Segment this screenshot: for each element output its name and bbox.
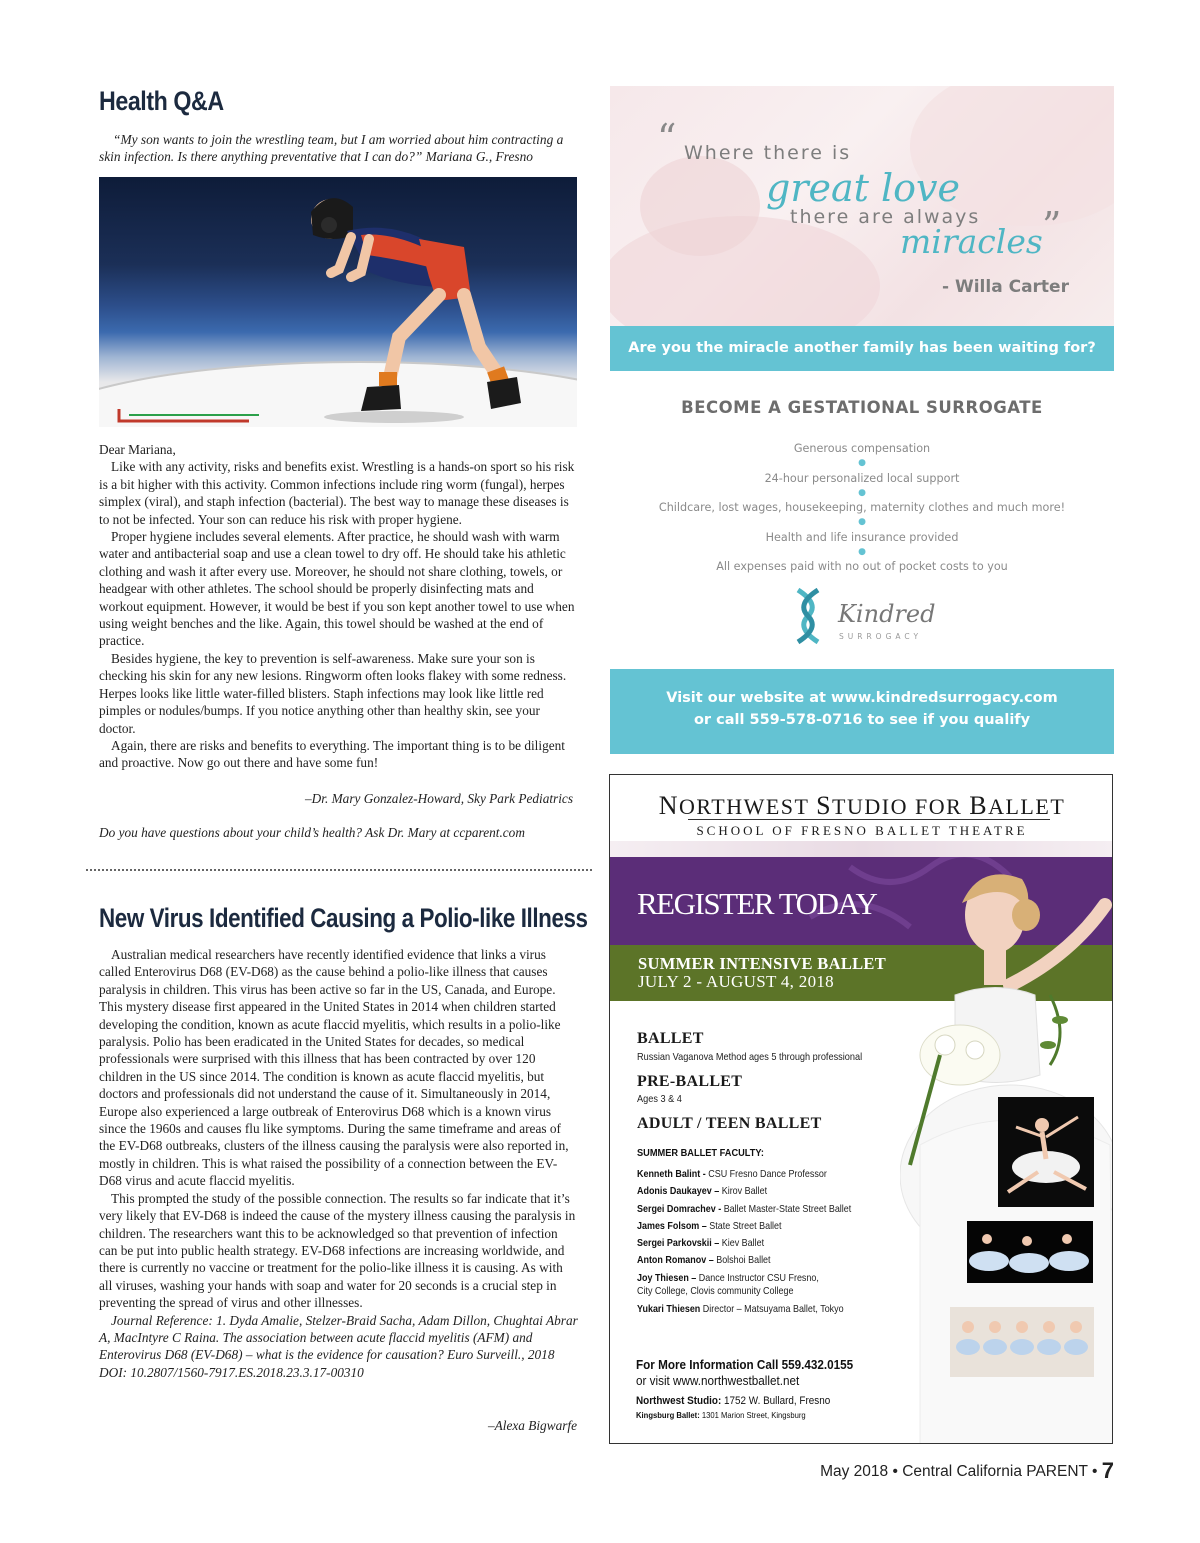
faculty-role: City College, Clovis community College	[637, 1285, 794, 1297]
ballet-ad	[609, 774, 1113, 1444]
kindred-logo-icon	[790, 586, 826, 646]
studio-address-label: Northwest Studio:	[636, 1395, 722, 1407]
cta-band	[610, 669, 1114, 754]
studio-name-initial: B	[969, 791, 989, 820]
article-byline: –Alexa Bigwarfe	[488, 1418, 577, 1433]
studio-school: SCHOOL OF FRESNO BALLET THEATRE	[696, 823, 1028, 838]
faculty-role: CSU Fresno Dance Professor	[708, 1169, 827, 1180]
faculty-item	[637, 1303, 851, 1320]
section-divider	[86, 869, 592, 871]
faculty-item	[637, 1272, 851, 1303]
doctor-signoff: –Dr. Mary Gonzalez-Howard, Sky Park Pediatrics	[305, 791, 573, 806]
studio-name-initial: N	[658, 791, 680, 820]
faculty-role: Kiev Ballet	[721, 1238, 765, 1250]
benefit-item: 24-hour personalized local support	[764, 471, 960, 485]
benefit-item: Childcare, lost wages, housekeeping, maternity clothes and much more!	[658, 501, 1066, 514]
studio-address	[636, 1395, 830, 1407]
studio-name-part: ALLET	[988, 794, 1066, 819]
info-call: For More Information Call 559.432.0155	[636, 1357, 854, 1372]
children-class-illustration	[950, 1307, 1094, 1377]
miracle-question-band: Are you the miracle another family has been waiting for?	[610, 326, 1114, 371]
faculty-heading: SUMMER BALLET FACULTY:	[637, 1147, 764, 1159]
class-ballet: BALLET	[637, 1030, 704, 1047]
bullet-dot-icon: ●	[858, 517, 866, 527]
ensemble-illustration	[967, 1221, 1093, 1283]
kingsburg-address-value: 1301 Marion Street, Kingsburg	[701, 1410, 806, 1420]
kingsburg-address-label: Kingsburg Ballet:	[636, 1410, 700, 1420]
class-pre-ballet-detail: Ages 3 & 4	[637, 1094, 682, 1105]
faculty-item	[637, 1237, 851, 1254]
wrestler-photo	[99, 177, 577, 427]
faculty-item	[637, 1168, 851, 1185]
page-number: 7	[1101, 1458, 1114, 1483]
salutation: Dear Mariana,	[99, 442, 176, 457]
quote-line-3: there are always	[790, 206, 981, 228]
class-adult-teen: ADULT / TEEN BALLET	[637, 1115, 822, 1132]
surrogate-headline: BECOME A GESTATIONAL SURROGATE	[681, 398, 1043, 417]
children-class-photo	[950, 1307, 1094, 1377]
faculty-role: Director – Matsuyama Ballet, Tokyo	[702, 1303, 844, 1315]
faculty-role: Ballet Master-State Street Ballet	[723, 1203, 852, 1215]
ask-dr-mary-line: Do you have questions about your child’s health? Ask Dr. Mary at ccparent.com	[99, 825, 525, 840]
faculty-role: State Street Ballet	[709, 1220, 782, 1232]
summer-intensive-dates: JULY 2 - AUGUST 4, 2018	[638, 972, 834, 991]
faculty-name: Adonis Daukayev –	[637, 1186, 720, 1198]
virus-article-body	[99, 946, 579, 1381]
studio-name	[610, 791, 1113, 821]
health-answer	[99, 441, 579, 772]
studio-name-part: ORTHWEST	[679, 794, 817, 819]
studio-address-value: 1752 W. Bullard, Fresno	[724, 1395, 831, 1407]
quote-open-mark: “	[657, 116, 677, 160]
kingsburg-address	[636, 1410, 806, 1420]
studio-name-initial: S	[816, 791, 833, 820]
class-pre-ballet: PRE-BALLET	[637, 1073, 743, 1090]
faculty-name: Anton Romanov –	[637, 1255, 714, 1267]
studio-name-part: TUDIO FOR	[832, 794, 970, 819]
answer-paragraph: Like with any activity, risks and benefits exist. Wrestling is a hands-on sport so his risk is a bit higher with this activity. Common infections include ring worm (fungal), herpes simplex (viral), and staph infection (bacterial). The best way to manage these diseases is to not be infected. Your son can reduce his risk with proper hygiene.	[99, 459, 575, 527]
bullet-dot-icon: ●	[858, 546, 866, 557]
info-website[interactable]: or visit www.northwestballet.net	[636, 1373, 800, 1388]
faculty-item	[637, 1254, 851, 1271]
quote-line-4: miracles	[900, 222, 1043, 261]
benefits-list	[610, 440, 1114, 575]
journal-reference: Journal Reference: 1. Dyda Amalie, Stelzer-Braid Sacha, Adam Dillon, Chughtai Abrar A, MacIntyre C Raina. The association between acute flaccid myelitis (AFM) and Enterovirus D68 (EV-D68) – what is the evidence for causation? Euro Surveill., 2018 DOI: 10.2807/1560-7917.ES.2018.23.3.17-00310	[99, 1312, 578, 1380]
baby-photo	[610, 86, 1114, 326]
virus-article-title: New Virus Identified Causing a Polio-like Illness	[99, 903, 588, 933]
faculty-list	[637, 1168, 851, 1320]
kindred-brand: Kindred	[838, 600, 936, 628]
ensemble-photo	[967, 1221, 1093, 1283]
benefit-item: Generous compensation	[793, 442, 931, 455]
leaping-dancer-photo	[998, 1097, 1094, 1207]
article-paragraph: This prompted the study of the possible connection. The results so far indicate that it’s very likely that EV-D68 is indeed the cause of the mystery illness causing the paralysis in children. The researchers want this to be acknowledged so that prevention of infection can be put into public health strategy. EV-D68 infections are increasing worldwide, and there is currently no vaccine or treatment for the polio-like illness it is causing. As with all viruses, washing your hands with soap and water for 20 seconds is a crucial step in preventing the spread of virus and other illnesses.	[99, 1190, 576, 1311]
faculty-name: Yukari Thiesen	[637, 1303, 701, 1315]
cta-phone: or call 559-578-0716 to see if you qualify	[693, 712, 1031, 728]
faculty-item	[637, 1185, 851, 1202]
benefit-item: Health and life insurance provided	[765, 530, 959, 544]
benefit-item: All expenses paid with no out of pocket costs to you	[716, 560, 1008, 573]
quote-line-2: great love	[766, 166, 960, 210]
bullet-dot-icon: ●	[858, 487, 866, 498]
class-ballet-detail: Russian Vaganova Method ages 5 through professional	[637, 1052, 863, 1063]
answer-paragraph: Besides hygiene, the key to prevention is self-awareness. Make sure your son is checking his skin for any new lesions. Ringworm often looks flakey with some redness. Herpes looks like little water-filled blisters. Staph infections may look like little red pimples or nodules/bumps. If you notice anything other than healthy skin, see your doctor.	[99, 650, 567, 736]
answer-paragraph: Again, there are risks and benefits to everything. The important thing is to be diligent and proactive. Now go out there and have some fun!	[99, 737, 565, 771]
quote-close-mark: ”	[1042, 204, 1062, 248]
faculty-name: Sergei Parkovskii –	[637, 1238, 720, 1250]
health-qa-title: Health Q&A	[99, 86, 224, 116]
surrogacy-ad	[610, 86, 1114, 754]
summer-intensive-title: SUMMER INTENSIVE BALLET	[638, 954, 887, 973]
faculty-name: Kenneth Balint -	[637, 1169, 706, 1180]
cta-website[interactable]: Visit our website at www.kindredsurrogacy.com	[666, 690, 1058, 706]
page-footer	[820, 1458, 1114, 1484]
faculty-name: Sergei Domrachev -	[637, 1203, 722, 1215]
footer-text: May 2018 • Central California PARENT •	[820, 1463, 1098, 1480]
bullet-dot-icon: ●	[858, 458, 866, 468]
studio-name-rule	[688, 819, 1050, 820]
answer-paragraph: Proper hygiene includes several elements. After practice, he should wash with warm water and antibacterial soap and use a clean towel to dry off. He should take his athletic clothing and wash it after every use. Moreover, he should not share clothing, towels, or headgear with other athletes. The school should be properly disinfecting mats and workout equipment. However, it would be best if you son kept another towel to use when using weight benches and the like. Again, this towel should be washed at the end of practice.	[99, 529, 575, 649]
quote-line-1: Where there is	[684, 142, 852, 164]
faculty-item	[637, 1220, 851, 1237]
reader-question	[99, 131, 579, 165]
article-paragraph: Australian medical researchers have recently identified evidence that links a virus called Enterovirus D68 (EV-D68) as the cause behind a polio-like illness that causes paralysis in children. This virus has been active so far in the US, Canada, and Europe. This mystery disease first appeared in the United States in 2014 when children started developing the condition, known as acute flaccid myelitis, which results in a polio-like paralysis. Polio has been eradicated in the United States for decades, so medical professionals were surprised with this illness that has been contracted by over 120 children in the US since 2014. The condition is known as acute flaccid myelitis, but doctors and professionals did not understand the cause of it. Simultaneously in 2014, Europe also experienced a large outbreak of Enterovirus D68 which is a known virus since the 1960s and causes flu like symptoms. During the same timeframe and areas of the EV-D68 outbreaks, clusters of the illness causing the paralysis were also reported in, mostly in children. This is what raised the possibility of a connection between the EV-D68 virus and acute flaccid myelitis.	[99, 947, 569, 1189]
wrestler-illustration	[99, 177, 577, 427]
faculty-name: James Folsom –	[637, 1220, 707, 1232]
faculty-role: Dance Instructor CSU Fresno,	[698, 1272, 819, 1284]
leaping-dancer-illustration	[998, 1097, 1094, 1207]
kindred-brand-sub: SURROGACY	[839, 632, 923, 641]
faculty-role: Bolshoi Ballet	[716, 1255, 771, 1267]
question-text: “My son wants to join the wrestling team, but I am worried about him contracting a skin infection. Is there anything preventative that I can do?” Mariana G., Fresno	[99, 132, 564, 164]
faculty-name: Joy Thiesen –	[637, 1272, 697, 1284]
faculty-role: Kirov Ballet	[721, 1186, 768, 1198]
register-today: REGISTER TODAY	[637, 886, 877, 921]
faculty-item	[637, 1203, 851, 1220]
quote-author: - Willa Carter	[942, 277, 1069, 297]
